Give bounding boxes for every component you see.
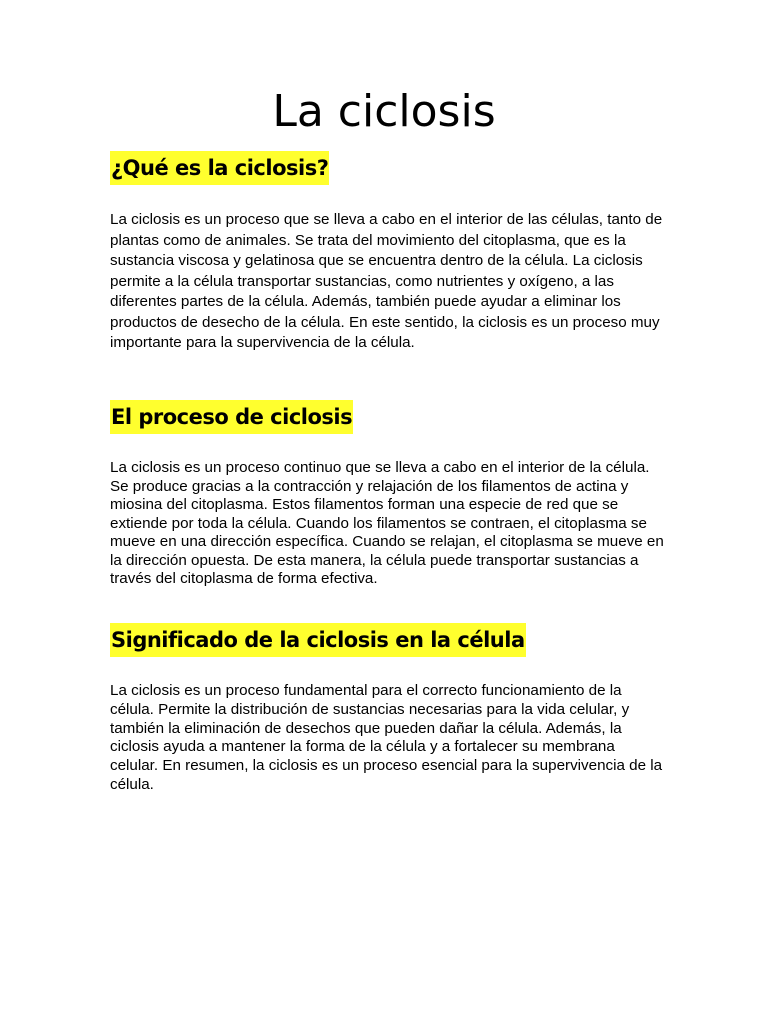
section-heading-significado [110, 623, 526, 657]
section-heading-highlight: Significado de la ciclosis en la célula [110, 623, 526, 657]
section-paragraph-significado: La ciclosis es un proceso fundamental para el correcto funcionamiento de la célula. Permite la distribución de sustancias necesarias para la vida celular, y también la eliminación de desechos que pueden dañar la célula. Además, la ciclosis ayuda a mantener la forma de la célula y a fortalecer su membrana celular. En resumen, la ciclosis es un proceso esencial para la supervivencia de la célula. [110, 682, 663, 793]
section-heading-proceso [110, 400, 353, 434]
section-paragraph-proceso: La ciclosis es un proceso continuo que se lleva a cabo en el interior de la célula. Se produce gracias a la contracción y relajación de los filamentos de actina y miosina del citoplasma. Estos filamentos forman una especie de red que se extiende por toda la célula. Cuando los filamentos se contraen, el citoplasma se mueve en una dirección específica. Cuando se relajan, el citoplasma se mueve en la dirección opuesta. De esta manera, la célula puede transportar sustancias a través del citoplasma de forma efectiva. [110, 459, 664, 587]
section-heading-highlight: El proceso de ciclosis [110, 400, 353, 434]
section-paragraph-que-es: La ciclosis es un proceso que se lleva a cabo en el interior de las células, tanto de plantas como de animales. Se trata del movimiento del citoplasma, que es la sustancia viscosa y gelatinosa que se encuentra dentro de la célula. La ciclosis permite a la célula transportar sustancias, como nutrientes y oxígeno, a las diferentes partes de la célula. Además, también puede ayudar a eliminar los productos de desecho de la célula. En este sentido, la ciclosis es un proceso muy importante para la supervivencia de la célula. [110, 211, 663, 351]
section-heading-que-es [110, 151, 329, 185]
page-title: La ciclosis [272, 86, 496, 137]
section-heading-highlight: ¿Qué es la ciclosis? [110, 151, 329, 185]
